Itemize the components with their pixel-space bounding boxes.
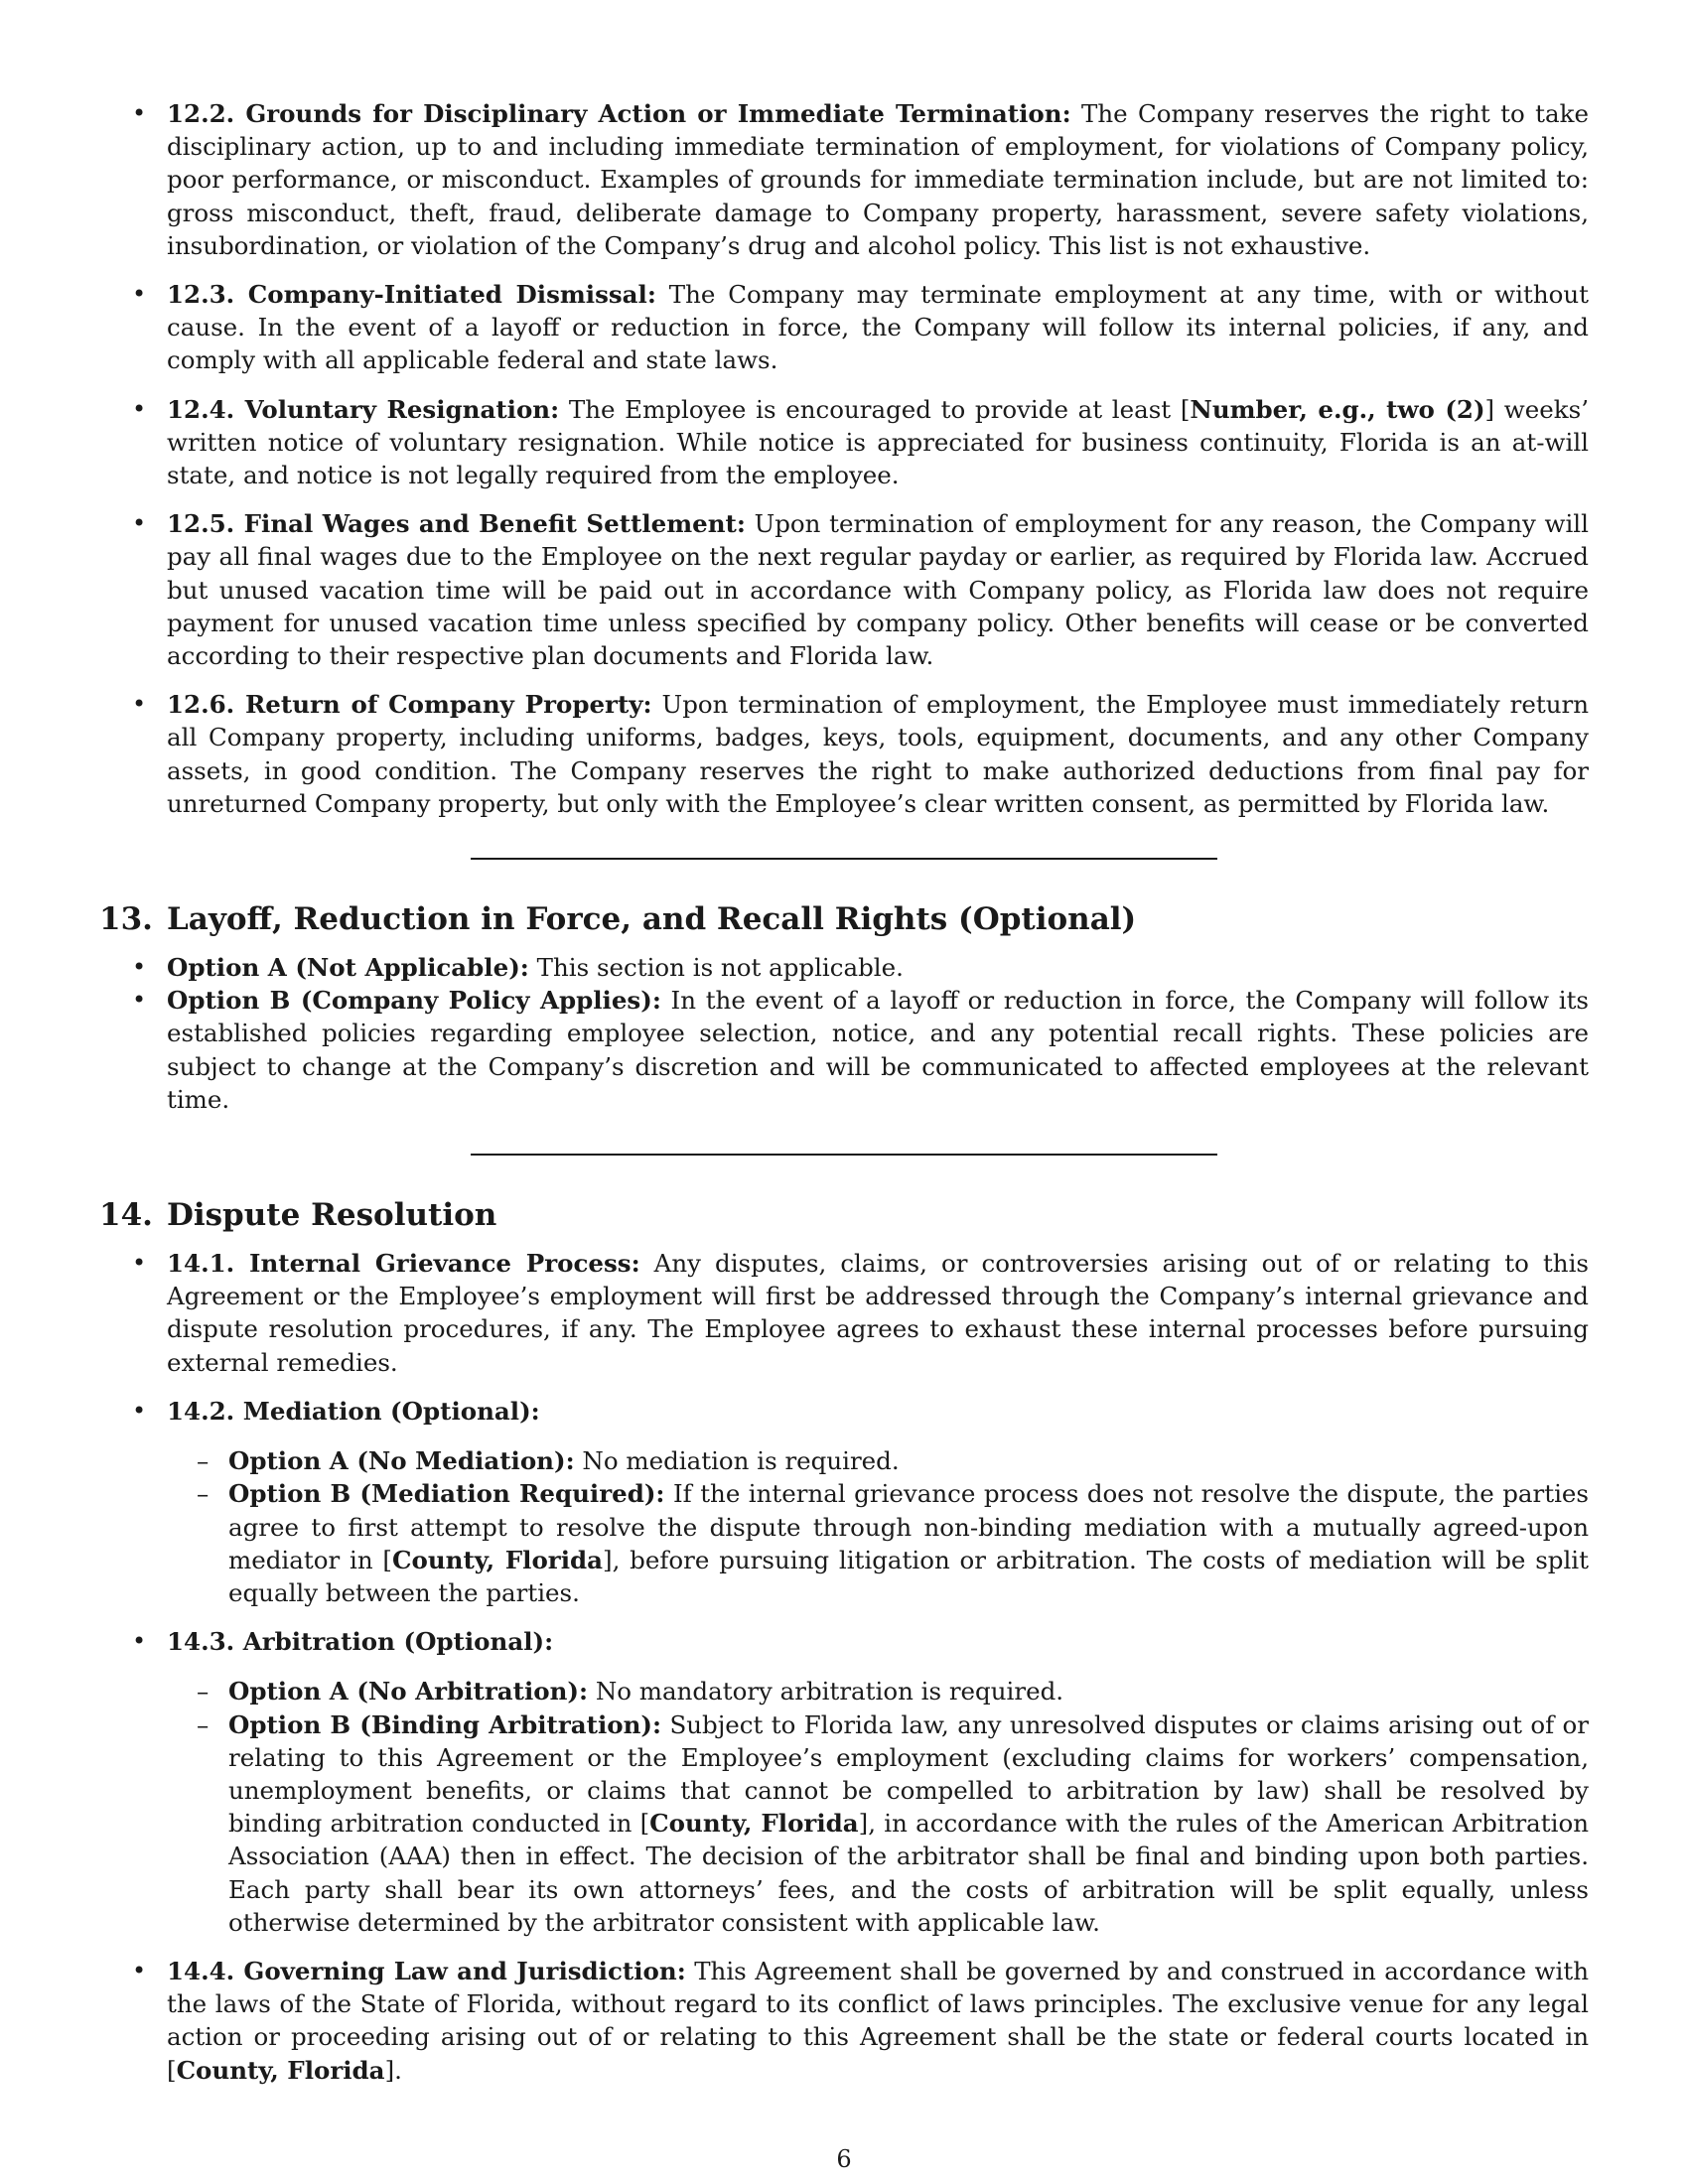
clause-heading: 12.3. Company-Initiated Dismissal: xyxy=(167,280,656,310)
placeholder-field: County, Florida xyxy=(391,1545,604,1574)
page-number: 6 xyxy=(836,2145,852,2173)
section-title: Layoff, Reduction in Force, and Recall Rights (Optional) xyxy=(166,901,1137,938)
option-a xyxy=(99,951,1589,984)
clause-text: ] weeks’ written notice of voluntary resignation. While notice is appreciated for business continuity, Florida is an at-will state, and notice is not legally required from the employee. xyxy=(167,394,1589,490)
clause-text: The Company may terminate employment at any time, with or without cause. In the event of a layoff or reduction in force, the Company will follow its internal policies, if any, and comply with all applicable federal and state laws. xyxy=(167,280,1589,375)
option-text: If the internal grievance process does not resolve the dispute, the parties agree to first attempt to resolve the dispute through non-binding mediation with a mutually agreed-upon mediator in [ xyxy=(228,1479,1589,1574)
clause-14-1 xyxy=(99,1247,1589,1379)
section-14-heading xyxy=(99,1195,1589,1235)
section-13-heading xyxy=(99,899,1589,939)
placeholder-field: County, Florida xyxy=(176,2055,385,2085)
option-b xyxy=(167,1477,1589,1609)
section-divider xyxy=(471,1154,1217,1156)
clause-12-6 xyxy=(99,688,1589,820)
section-14-list xyxy=(99,1247,1589,2087)
option-heading: Option A (No Arbitration): xyxy=(228,1677,589,1706)
clause-heading: 14.1. Internal Grievance Process: xyxy=(167,1249,640,1279)
section-number: 14. xyxy=(99,1197,153,1234)
mediation-options xyxy=(167,1444,1589,1609)
section-number: 13. xyxy=(99,901,153,938)
clause-12-3 xyxy=(99,278,1589,377)
placeholder-field: County, Florida xyxy=(649,1809,859,1839)
arbitration-options xyxy=(167,1675,1589,1939)
clause-text: The Company reserves the right to take disciplinary action, up to and including immediate termination of employment, for violations of Company policy, poor performance, or misconduct. Examples of grounds for immediate termination include, but are not limited to: gross misconduct, theft, fraud, deliberate damage to Company property, harassment, severe safety violations, insubordination, or violation of the Company’s drug and alcohol policy. This list is not exhaustive. xyxy=(167,99,1589,260)
page-content xyxy=(99,97,1589,2103)
option-a xyxy=(167,1444,1589,1477)
clause-text: Upon termination of employment for any reason, the Company will pay all final wages due to the Employee on the next regular payday or earlier, as required by Florida law. Accrued but unused vacation time will be paid out in accordance with Company policy, as Florida law does not require payment for unused vacation time unless specified by company policy. Other benefits will cease or be converted according to their respective plan documents and Florida law. xyxy=(167,509,1589,671)
clause-heading: 12.6. Return of Company Property: xyxy=(167,690,652,720)
clause-12-4 xyxy=(99,393,1589,492)
option-text: This section is not applicable. xyxy=(528,953,904,983)
option-heading: Option B (Company Policy Applies): xyxy=(167,986,661,1016)
option-text: ], before pursuing litigation or arbitration. The costs of mediation will be split equally between the parties. xyxy=(228,1545,1589,1607)
clause-text: The Employee is encouraged to provide at least [ xyxy=(559,394,1191,424)
clause-heading: 14.4. Governing Law and Jurisdiction: xyxy=(167,1956,686,1985)
clause-14-2 xyxy=(99,1395,1589,1609)
section-divider xyxy=(471,858,1217,860)
clause-text: Upon termination of employment, the Employee must immediately return all Company property, including uniforms, badges, keys, tools, equipment, documents, and any other Company assets, in good condition. The Company reserves the right to make authorized deductions from final pay for unreturned Company property, but only with the Employee’s clear written consent, as permitted by Florida law. xyxy=(167,690,1589,818)
section-12-list xyxy=(99,97,1589,820)
clause-12-5 xyxy=(99,507,1589,672)
placeholder-field: Number, e.g., two (2) xyxy=(1190,394,1485,424)
option-b xyxy=(167,1708,1589,1939)
option-text: No mandatory arbitration is required. xyxy=(588,1677,1064,1706)
option-text: ], in accordance with the rules of the American Arbitration Association (AAA) then in effect. The decision of the arbitrator shall be final and binding upon both parties. Each party shall bear its own attorneys’ fees, and the costs of arbitration will be split equally, unless otherwise determined by the arbitrator consistent with applicable law. xyxy=(228,1809,1590,1937)
option-heading: Option A (No Mediation): xyxy=(228,1446,575,1476)
clause-12-2 xyxy=(99,97,1589,262)
clause-text: Any disputes, claims, or controversies arising out of or relating to this Agreement or the Employee’s employment will first be addressed through the Company’s internal grievance and dispute resolution procedures, if any. The Employee agrees to exhaust these internal processes before pursuing external remedies. xyxy=(167,1249,1589,1377)
option-heading: Option B (Mediation Required): xyxy=(228,1479,665,1509)
clause-text: This Agreement shall be governed by and construed in accordance with the laws of the State of Florida, without regard to its conflict of laws principles. The exclusive venue for any legal action or proceeding arising out of or relating to this Agreement shall be the state or federal courts located in [ xyxy=(167,1956,1589,2085)
clause-14-3 xyxy=(99,1625,1589,1939)
option-heading: Option A (Not Applicable): xyxy=(167,953,529,983)
option-a xyxy=(167,1675,1589,1707)
clause-heading: 12.4. Voluntary Resignation: xyxy=(167,394,560,424)
clause-14-4 xyxy=(99,1955,1589,2087)
option-text: In the event of a layoff or reduction in force, the Company will follow its established policies regarding employee selection, notice, and any potential recall rights. These policies are subject to change at the Company’s discretion and will be communicated to affected employees at the relevant time. xyxy=(167,986,1589,1114)
option-text: Subject to Florida law, any unresolved disputes or claims arising out of or relating to this Agreement or the Employee’s employment (excluding claims for workers’ compensation, unemployment benefits, or claims that cannot be compelled to arbitration by law) shall be resolved by binding arbitration conducted in [ xyxy=(228,1709,1590,1839)
option-text: No mediation is required. xyxy=(574,1446,900,1476)
option-heading: Option B (Binding Arbitration): xyxy=(228,1709,662,1739)
clause-heading: 12.5. Final Wages and Benefit Settlement: xyxy=(167,509,746,539)
clause-heading: 14.2. Mediation (Optional): xyxy=(167,1396,540,1426)
clause-heading: 14.3. Arbitration (Optional): xyxy=(167,1627,554,1657)
clause-heading: 12.2. Grounds for Disciplinary Action or Immediate Termination: xyxy=(167,99,1071,128)
section-title: Dispute Resolution xyxy=(166,1197,497,1234)
option-b xyxy=(99,984,1589,1116)
clause-text: ]. xyxy=(384,2055,402,2085)
section-13-list xyxy=(99,951,1589,1116)
